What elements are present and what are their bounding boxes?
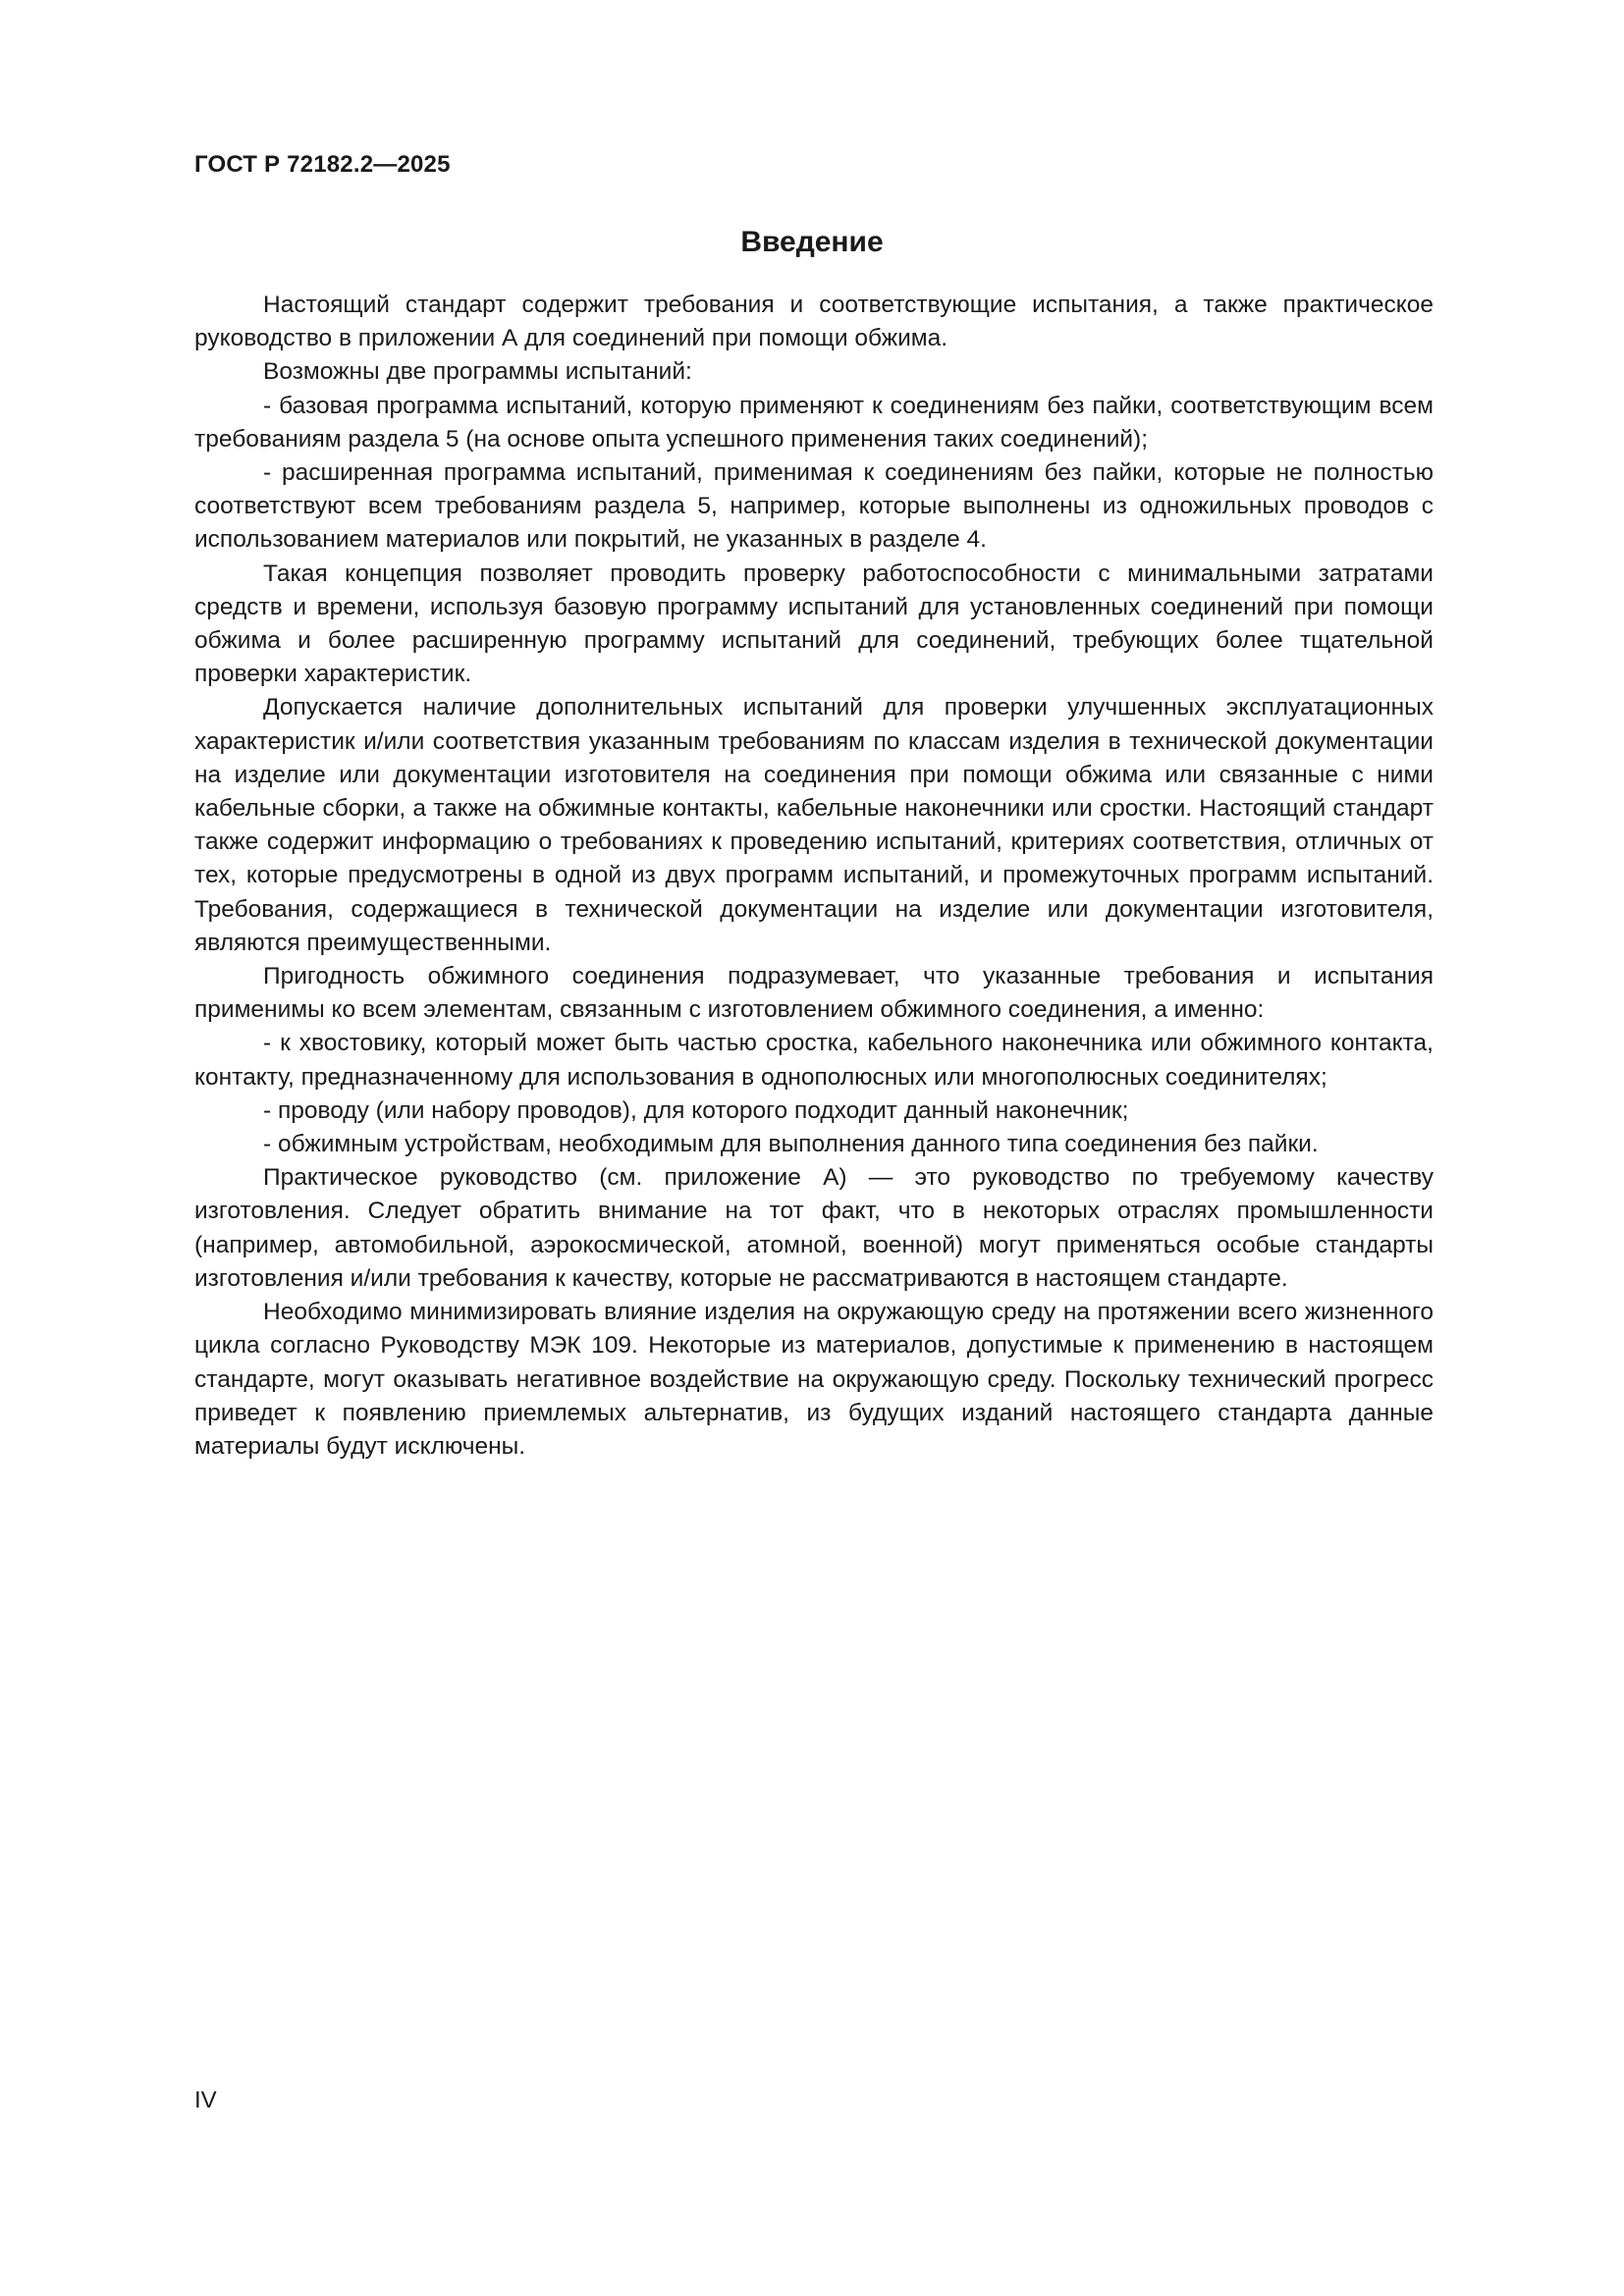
list-item: - проводу (или набору проводов), для которого подходит данный наконечник; — [263, 1096, 1129, 1124]
paragraph: Пригодность обжимного соединения подразумевает, что указанные требования и испытания применимы ко всем элементам, связанным с изготовлением обжимного соединения, а именно: — [194, 963, 1434, 1024]
body-text — [194, 289, 1434, 1464]
list-item: - расширенная программа испытаний, применимая к соединениям без пайки, которые не полностью соответствуют всем требованиям раздела 5, например, которые выполнены из одножильных проводов с использованием материалов или покрытий, не указанных в разделе 4. — [194, 459, 1434, 554]
paragraph: Допускается наличие дополнительных испытаний для проверки улучшенных эксплуатационных характеристик и/или соответствия указанным требованиям по классам изделия в технической документации на изделие или документации изготовителя на соединения при помощи обжима или связанные с ними кабельные сборки, а также на обжимные контакты, кабельные наконечники или сростки. Настоящий стандарт также содержит информацию о требованиях к проведению испытаний, критериях соответствия, отличных от тех, которые предусмотрены в одной из двух программ испытаний, и промежуточных программ испытаний. Требования, содержащиеся в технической документации на изделие или документации изготовителя, являются преимущественными. — [194, 694, 1434, 956]
paragraph: Настоящий стандарт содержит требования и соответствующие испытания, а также практическое руководство в приложении А для соединений при помощи обжима. — [194, 292, 1434, 352]
paragraph: Необходимо минимизировать влияние изделия на окружающую среду на протяжении всего жизненного цикла согласно Руководству МЭК 109. Некоторые из материалов, допустимые к применению в настоящем стандарте, могут оказывать негативное воздействие на окружающую среду. Поскольку технический прогресс приведет к появлению приемлемых альтернатив, из будущих изданий настоящего стандарта данные материалы будут исключены. — [194, 1299, 1434, 1460]
page-number: IV — [194, 2087, 217, 2113]
document-id: ГОСТ Р 72182.2—2025 — [194, 151, 451, 178]
list-item: - к хвостовику, который может быть частью сростка, кабельного наконечника или обжимного контакта, контакту, предназначенному для использования в однополюсных или многополюсных соединителях; — [194, 1030, 1434, 1091]
section-title: Введение — [740, 226, 884, 258]
list-item: - базовая программа испытаний, которую применяют к соединениям без пайки, соответствующим всем требованиям раздела 5 (на основе опыта успешного применения таких соединений); — [194, 392, 1434, 453]
paragraph: Возможны две программы испытаний: — [263, 358, 692, 386]
paragraph: Такая концепция позволяет проводить проверку работоспособности с минимальными затратами средств и времени, используя базовую программу испытаний для установленных соединений при помощи обжима и более расширенную программу испытаний для соединений, требующих более тщательной проверки характеристик. — [194, 560, 1434, 688]
paragraph: Практическое руководство (см. приложение А) — это руководство по требуемому качеству изготовления. Следует обратить внимание на тот факт, что в некоторых отраслях промышленности (например, автомобильной, аэрокосмической, атомной, военной) могут применяться особые стандарты изготовления и/или требования к качеству, которые не рассматриваются в настоящем стандарте. — [194, 1164, 1434, 1292]
list-item: - обжимным устройствам, необходимым для выполнения данного типа соединения без пайки. — [263, 1131, 1319, 1158]
